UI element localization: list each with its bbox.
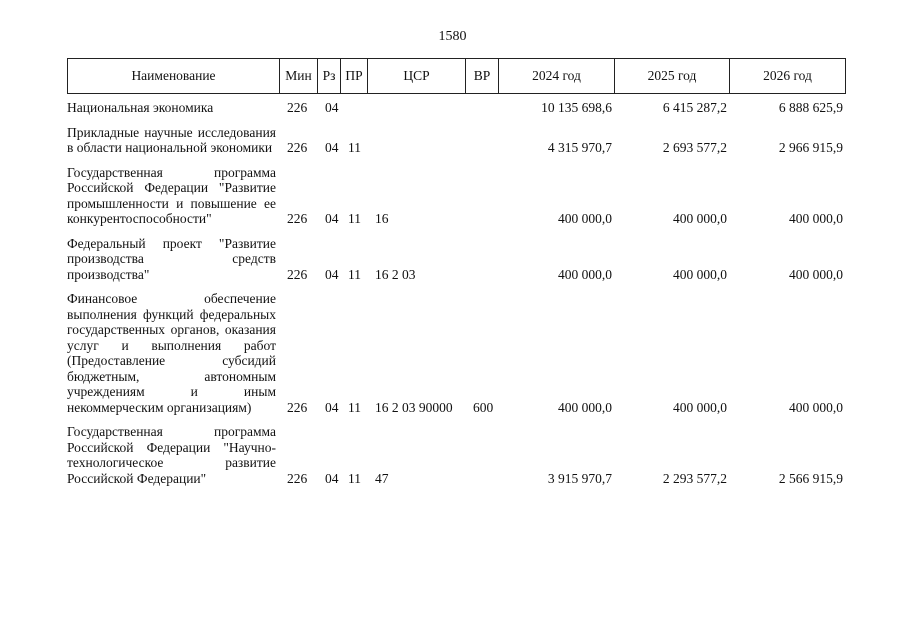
table-row (67, 424, 845, 489)
table-header (67, 58, 846, 94)
row-rz: 04 (325, 211, 339, 226)
row-2026: 6 888 625,9 (778, 100, 843, 115)
row-vr (465, 165, 498, 230)
row-pr: 11 (348, 211, 361, 226)
row-min: 226 (287, 266, 308, 282)
row-name: Федеральный проект "Развитие производства средств производства" (67, 235, 276, 282)
table-row (67, 291, 845, 418)
header-csr: ЦСР (368, 59, 466, 94)
row-name: Прикладные научные исследования в области национальной экономики (67, 124, 276, 155)
row-2025: 6 415 287,2 (662, 100, 727, 115)
row-2026: 400 000,0 (789, 399, 843, 415)
budget-table (67, 100, 845, 489)
row-2024: 400 000,0 (558, 211, 612, 226)
row-csr (367, 125, 465, 159)
row-min: 226 (287, 211, 308, 226)
row-rz: 04 (325, 266, 339, 282)
row-min: 226 (287, 140, 308, 155)
row-csr: 16 2 03 (375, 266, 416, 282)
row-vr (465, 424, 498, 489)
row-2025: 400 000,0 (673, 211, 727, 226)
row-min: 226 (287, 470, 308, 486)
row-rz: 04 (325, 399, 339, 415)
row-name: Национальная экономика (67, 100, 214, 115)
header-2024: 2024 год (499, 59, 615, 94)
row-rz: 04 (325, 140, 339, 155)
header-2025: 2025 год (615, 59, 730, 94)
row-pr: 11 (348, 470, 361, 486)
row-name: Государственная программа Российской Федерации "Развитие промышленности и повышение ее конкурентоспособности" (67, 164, 276, 226)
row-2026: 400 000,0 (789, 211, 843, 226)
table-row (67, 236, 845, 286)
table-row (67, 125, 845, 159)
row-min: 226 (287, 100, 308, 115)
page-number: 1580 (438, 29, 467, 44)
row-pr (340, 100, 367, 119)
row-2025: 2 693 577,2 (662, 140, 727, 155)
row-csr: 47 (375, 470, 389, 486)
row-vr (465, 125, 498, 159)
row-name: Государственная программа Российской Федерации "Научно-технологическое развитие Российской Федерации" (67, 424, 276, 486)
row-rz: 04 (325, 100, 339, 115)
row-2024: 400 000,0 (558, 266, 612, 282)
header-rz: Рз (318, 59, 341, 94)
header-vr: ВР (466, 59, 499, 94)
row-2025: 2 293 577,2 (662, 470, 727, 486)
row-name: Финансовое обеспечение выполнения функций федеральных государственных органов, оказания услуг и выполнения работ (Предоставление субсидий бюджетным, автономным учреждениям и иным некоммерческим организациям) (67, 291, 276, 415)
row-pr: 11 (348, 399, 361, 415)
header-2026: 2026 год (730, 59, 846, 94)
row-pr: 11 (348, 266, 361, 282)
table-row (67, 165, 845, 230)
header-min: Мин (280, 59, 318, 94)
row-2024: 3 915 970,7 (547, 470, 612, 486)
row-2026: 400 000,0 (789, 266, 843, 282)
header-pr: ПР (341, 59, 368, 94)
header-name: Наименование (68, 59, 280, 94)
row-vr: 600 (473, 399, 494, 415)
row-2025: 400 000,0 (673, 266, 727, 282)
row-2024: 10 135 698,6 (541, 100, 612, 115)
row-vr (465, 236, 498, 286)
row-2024: 4 315 970,7 (547, 140, 612, 155)
row-2024: 400 000,0 (558, 399, 612, 415)
table-row (67, 100, 845, 119)
row-2026: 2 966 915,9 (778, 140, 843, 155)
row-pr: 11 (348, 140, 361, 155)
row-csr (367, 100, 465, 119)
row-csr: 16 (375, 211, 389, 226)
row-vr (465, 100, 498, 119)
row-min: 226 (287, 399, 308, 415)
row-rz: 04 (325, 470, 339, 486)
row-2025: 400 000,0 (673, 399, 727, 415)
row-csr: 16 2 03 90000 (375, 399, 453, 415)
row-2026: 2 566 915,9 (778, 470, 843, 486)
